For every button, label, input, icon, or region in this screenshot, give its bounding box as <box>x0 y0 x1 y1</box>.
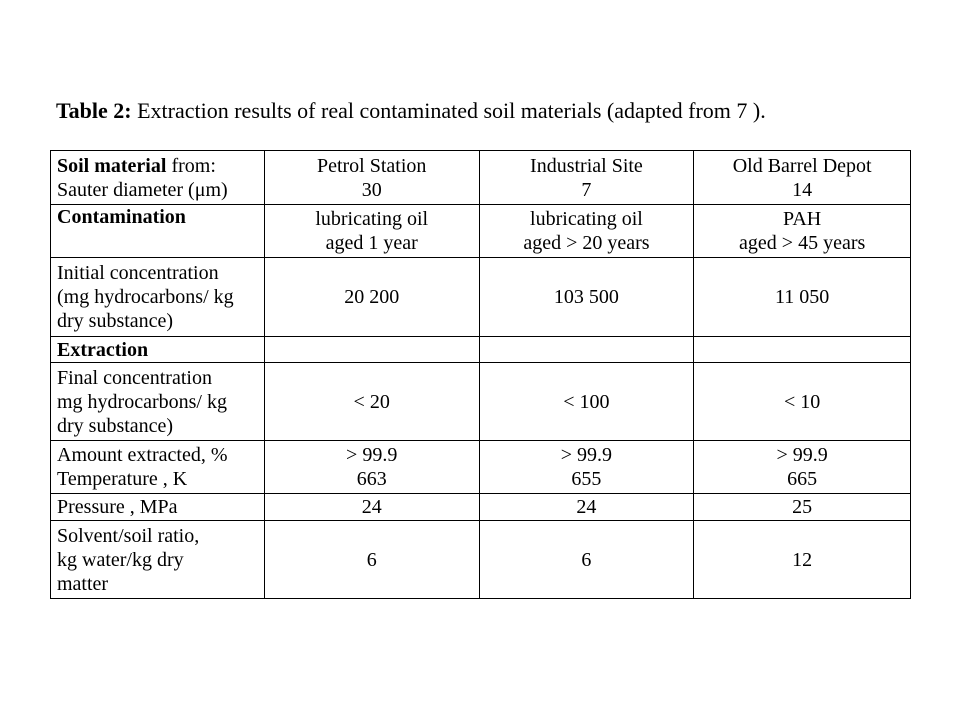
table-cell <box>694 337 911 363</box>
site-diameter: 30 <box>361 178 382 201</box>
extraction-results-table <box>50 150 911 599</box>
table-row-contamination <box>51 205 911 258</box>
table-cell: 11 050 <box>694 258 911 337</box>
cell-line: aged 1 year <box>325 232 418 254</box>
table-cell: 24 <box>479 494 694 521</box>
label-line: dry substance) <box>57 310 174 332</box>
cell-line: PAH <box>783 208 822 230</box>
table-cell: 24 <box>264 494 479 521</box>
caption-text: Extraction results of real contaminated soil materials (adapted from 7 ). <box>131 98 766 123</box>
extraction-label: Extraction <box>57 338 149 361</box>
table-cell <box>479 337 694 363</box>
table-cell: 6 <box>479 521 694 599</box>
amount-value: > 99.9 <box>776 444 828 466</box>
contamination-label: Contamination <box>57 206 186 228</box>
label-line: (mg hydrocarbons/ kg <box>57 286 234 308</box>
soil-material-label-rest: from: <box>166 154 216 177</box>
row-header-contamination <box>51 205 265 258</box>
row-header-amount-temperature <box>51 441 265 494</box>
table-row-pressure <box>51 494 911 521</box>
site-name: Industrial Site <box>530 154 643 177</box>
table-row-final-concentration <box>51 363 911 441</box>
table-row-solvent-ratio <box>51 521 911 599</box>
row-header-soil-material <box>51 151 265 205</box>
table-cell: 103 500 <box>479 258 694 337</box>
soil-material-label: Soil material <box>57 154 167 177</box>
label-line: matter <box>57 572 109 595</box>
cell-line: lubricating oil <box>315 208 429 230</box>
site-diameter: 14 <box>792 178 813 201</box>
label-line: Final concentration <box>57 366 212 389</box>
site-name: Petrol Station <box>316 154 427 177</box>
site-petrol-station <box>264 151 479 205</box>
table-cell: < 10 <box>694 363 911 441</box>
amount-value: > 99.9 <box>346 444 398 466</box>
label-line: kg water/kg dry <box>57 548 184 571</box>
temperature-value: 665 <box>787 468 818 490</box>
row-header-final-concentration <box>51 363 265 441</box>
table-cell <box>694 441 911 494</box>
table-cell: < 20 <box>264 363 479 441</box>
site-diameter: 7 <box>581 178 592 201</box>
table-cell: 12 <box>694 521 911 599</box>
site-industrial-site <box>479 151 694 205</box>
sauter-diameter-label: Sauter diameter (μm) <box>57 178 228 201</box>
row-header-initial-concentration <box>51 258 265 337</box>
cell-line: aged > 45 years <box>739 232 866 254</box>
table-cell: 25 <box>694 494 911 521</box>
caption-label: Table 2: <box>56 98 132 123</box>
label-line: Temperature , K <box>57 468 188 490</box>
cell-line: lubricating oil <box>530 208 643 230</box>
table-cell: 20 200 <box>264 258 479 337</box>
site-old-barrel-depot <box>694 151 911 205</box>
temperature-value: 655 <box>571 468 602 490</box>
amount-value: > 99.9 <box>560 444 613 466</box>
label-line: mg hydrocarbons/ kg <box>57 390 227 413</box>
temperature-value: 663 <box>356 468 387 490</box>
table-cell <box>264 205 479 258</box>
table-cell <box>264 337 479 363</box>
table-cell <box>694 205 911 258</box>
table-cell: < 100 <box>479 363 694 441</box>
row-header-pressure: Pressure , MPa <box>51 494 265 521</box>
table-cell <box>479 441 694 494</box>
label-line: Solvent/soil ratio, <box>57 524 200 547</box>
label-line: Initial concentration <box>57 262 219 284</box>
label-line: dry substance) <box>57 414 174 437</box>
table-cell <box>264 441 479 494</box>
table-caption <box>56 96 766 126</box>
row-header-extraction <box>51 337 265 363</box>
cell-line: aged > 20 years <box>523 232 650 254</box>
table-row-initial-concentration <box>51 258 911 337</box>
table-row-soil-material <box>51 151 911 205</box>
table-row-amount-temperature <box>51 441 911 494</box>
row-header-solvent-ratio <box>51 521 265 599</box>
label-line: Amount extracted, % <box>57 444 228 466</box>
site-name: Old Barrel Depot <box>732 154 872 177</box>
table-row-extraction <box>51 337 911 363</box>
table-cell: 6 <box>264 521 479 599</box>
table-cell <box>479 205 694 258</box>
